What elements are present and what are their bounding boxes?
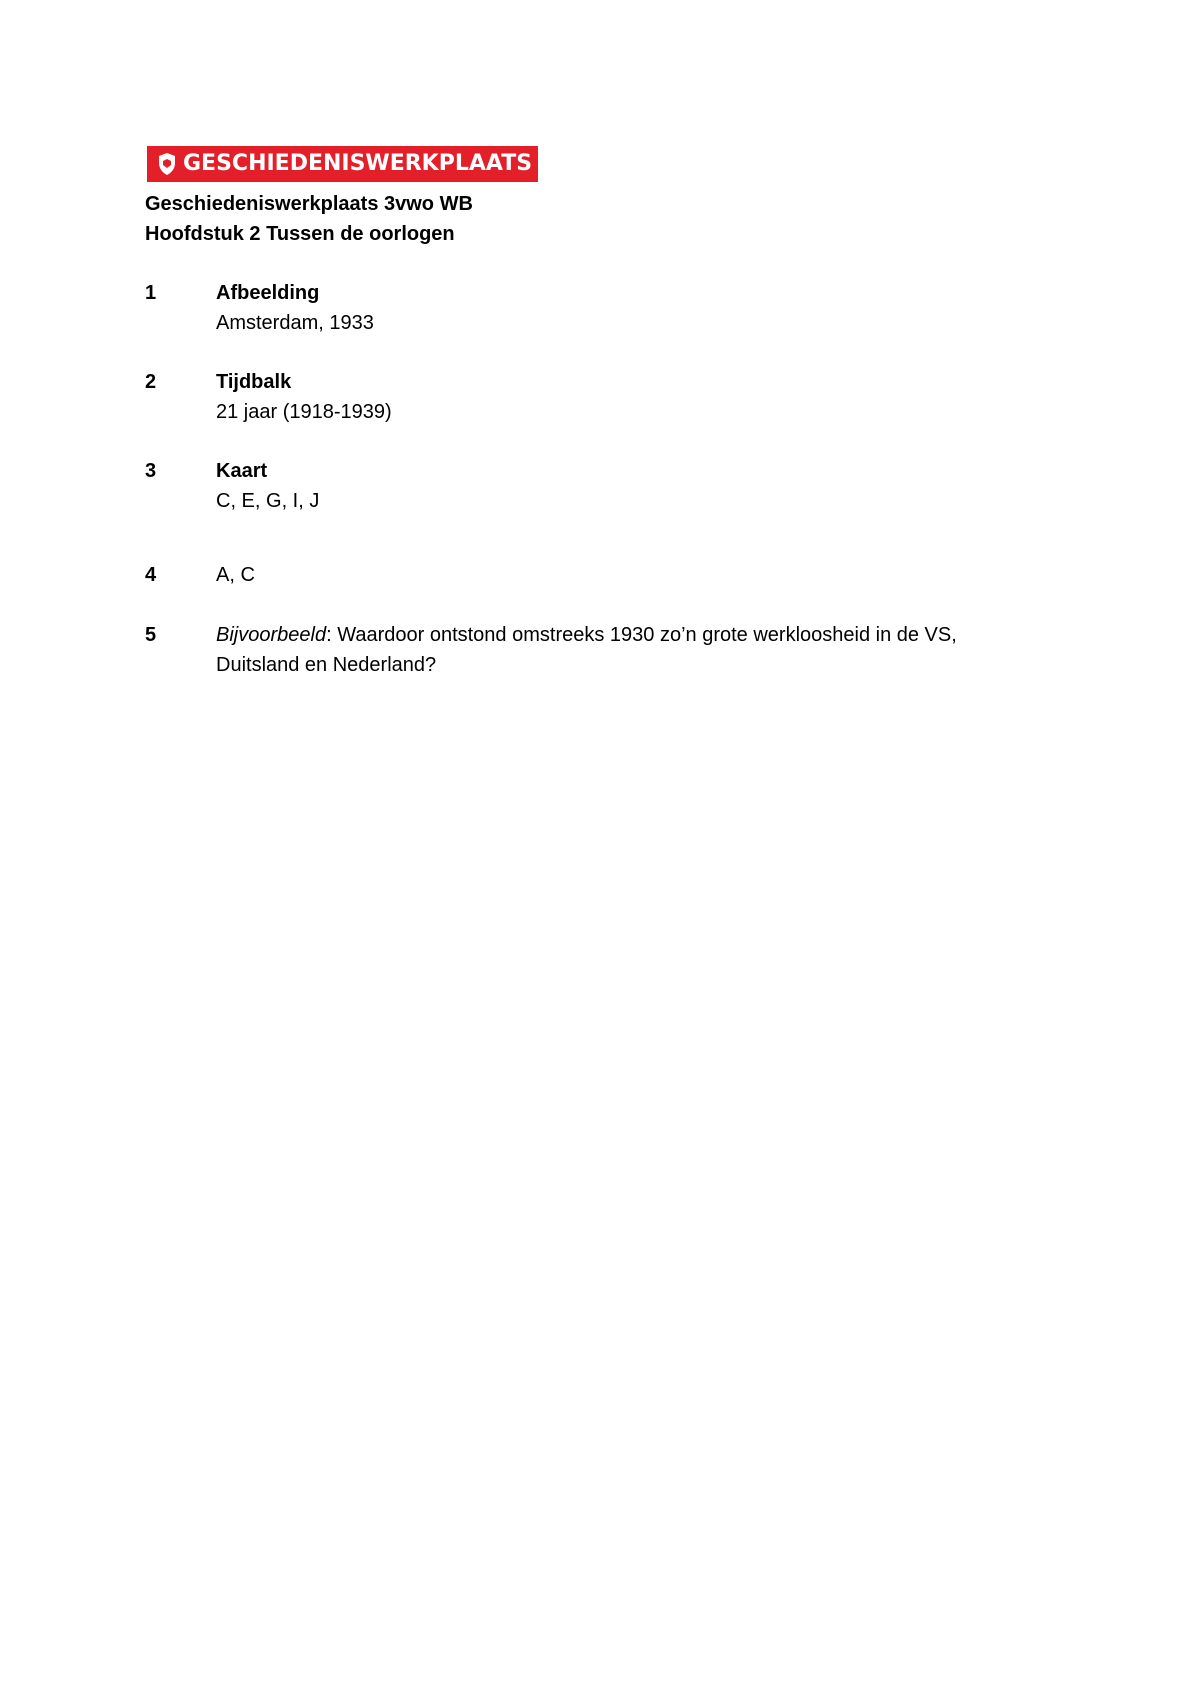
list-item bbox=[145, 620, 1075, 680]
shield-icon bbox=[157, 152, 177, 176]
item-number: 1 bbox=[145, 282, 157, 304]
list-item bbox=[145, 278, 1075, 338]
item-answer-line-2: Duitsland en Nederland? bbox=[216, 654, 437, 676]
item-body bbox=[216, 367, 1075, 427]
document-header bbox=[145, 189, 473, 249]
brand-logo-text: GESCHIEDENISWERKPLAATS bbox=[183, 151, 533, 176]
brand-logo bbox=[147, 146, 538, 182]
item-body bbox=[216, 278, 1075, 338]
item-title: Afbeelding bbox=[216, 282, 320, 304]
item-answer: 21 jaar (1918-1939) bbox=[216, 401, 392, 423]
item-number: 4 bbox=[145, 564, 157, 586]
item-number: 5 bbox=[145, 624, 157, 646]
list-item bbox=[145, 367, 1075, 427]
item-answer-line-1 bbox=[216, 620, 1075, 650]
document-title-line-1: Geschiedeniswerkplaats 3vwo WB bbox=[145, 193, 473, 215]
list-item bbox=[145, 560, 1075, 590]
item-body bbox=[216, 456, 1075, 516]
item-answer: A, C bbox=[216, 564, 255, 586]
list-item bbox=[145, 456, 1075, 516]
document-title-line-2: Hoofdstuk 2 Tussen de oorlogen bbox=[145, 223, 455, 245]
item-title: Kaart bbox=[216, 460, 268, 482]
item-answer-text: : Waardoor ontstond omstreeks 1930 zo’n grote werkloosheid in de VS, bbox=[326, 624, 957, 646]
item-answer: C, E, G, I, J bbox=[216, 490, 320, 512]
item-body bbox=[216, 620, 1075, 680]
item-body bbox=[216, 560, 1075, 590]
item-answer-prefix: Bijvoorbeeld bbox=[216, 624, 327, 646]
item-number: 2 bbox=[145, 371, 157, 393]
item-title: Tijdbalk bbox=[216, 371, 292, 393]
item-number: 3 bbox=[145, 460, 157, 482]
answer-list bbox=[145, 278, 1075, 680]
item-answer: Amsterdam, 1933 bbox=[216, 312, 374, 334]
